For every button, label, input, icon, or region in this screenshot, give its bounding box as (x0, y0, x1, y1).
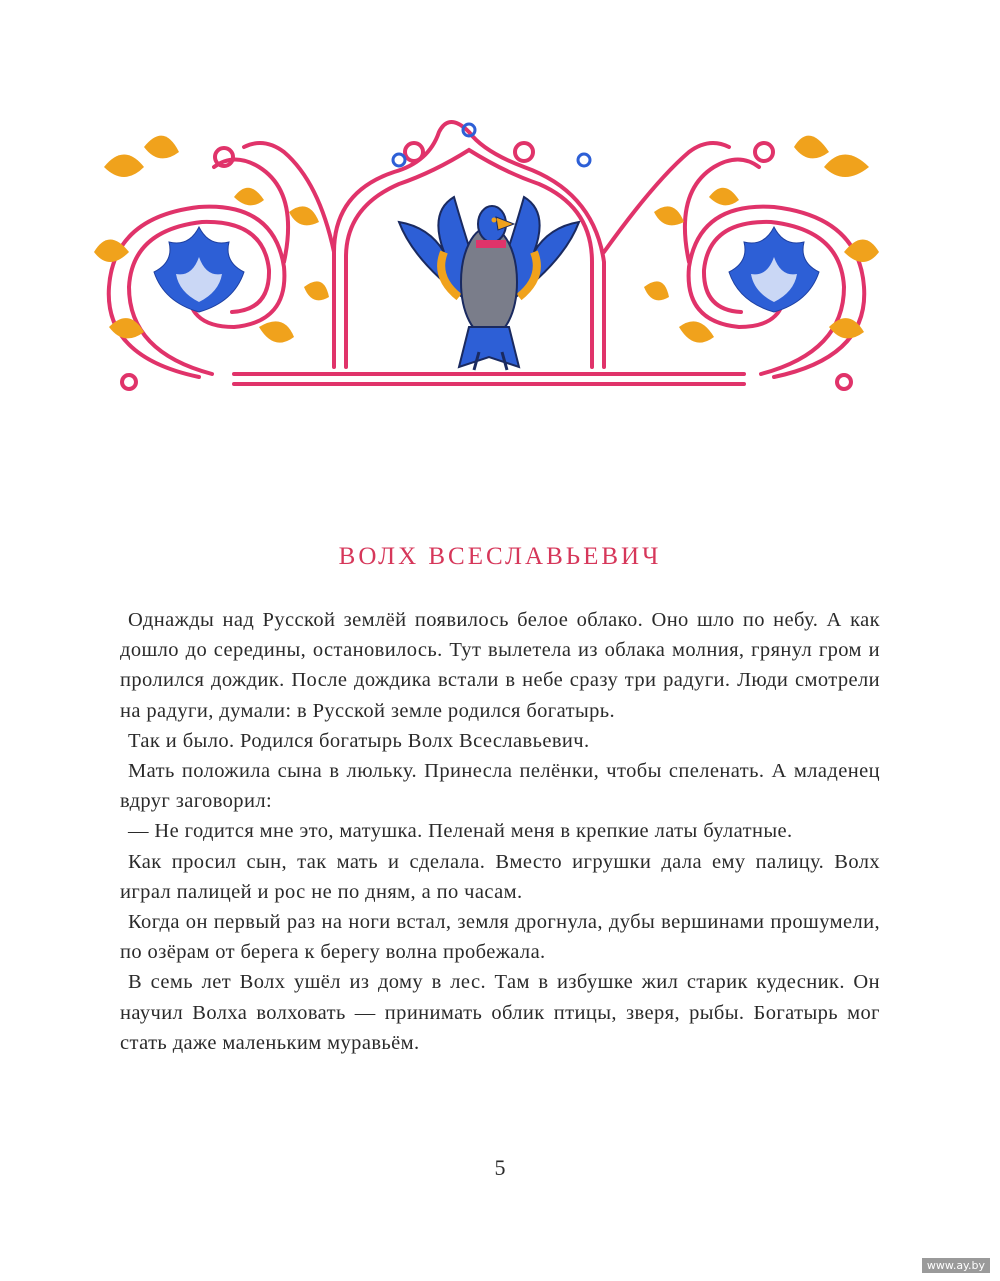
paragraph: Мать положила сына в люльку. Принесла пелёнки, чтобы спеленать. А младенец вдруг заговорил: (120, 760, 880, 813)
paragraph: Как просил сын, так мать и сделала. Вместо игрушки дала ему палицу. Волх играл палицей и рос не по дням, а по часам. (120, 850, 880, 903)
story-text (120, 605, 880, 1058)
paragraph: Однажды над Русской землёй появилось белое облако. Оно шло по небу. А как дошло до середины, остановилось. Тут вылетела из облака молния, грянул гром и пролился дождик. После дождика встали в небе сразу три радуги. Люди смотрели на радуги, думали: в Русской земле родился богатырь. (120, 609, 880, 722)
eagle-ornament-icon (84, 112, 890, 402)
paragraph: — Не годится мне это, матушка. Пеленай меня в крепкие латы булатные. (128, 820, 793, 843)
paragraph: Так и было. Родился богатырь Волх Всеславьевич. (128, 729, 590, 752)
paragraph: Когда он первый раз на ноги встал, земля дрогнула, дубы вершинами прошумели, по озёрам от берега к берегу волна пробежала. (120, 911, 880, 964)
paragraph: В семь лет Волх ушёл из дому в лес. Там в избушке жил старик кудесник. Он научил Волха волховать — принимать облик птицы, зверя, рыбы. Богатырь мог стать даже маленьким муравьём. (120, 971, 880, 1054)
page-number: 5 (494, 1155, 506, 1180)
page-title: ВОЛХ ВСЕСЛАВЬЕВИЧ (338, 543, 662, 570)
watermark: www.ay.by (922, 1258, 990, 1273)
